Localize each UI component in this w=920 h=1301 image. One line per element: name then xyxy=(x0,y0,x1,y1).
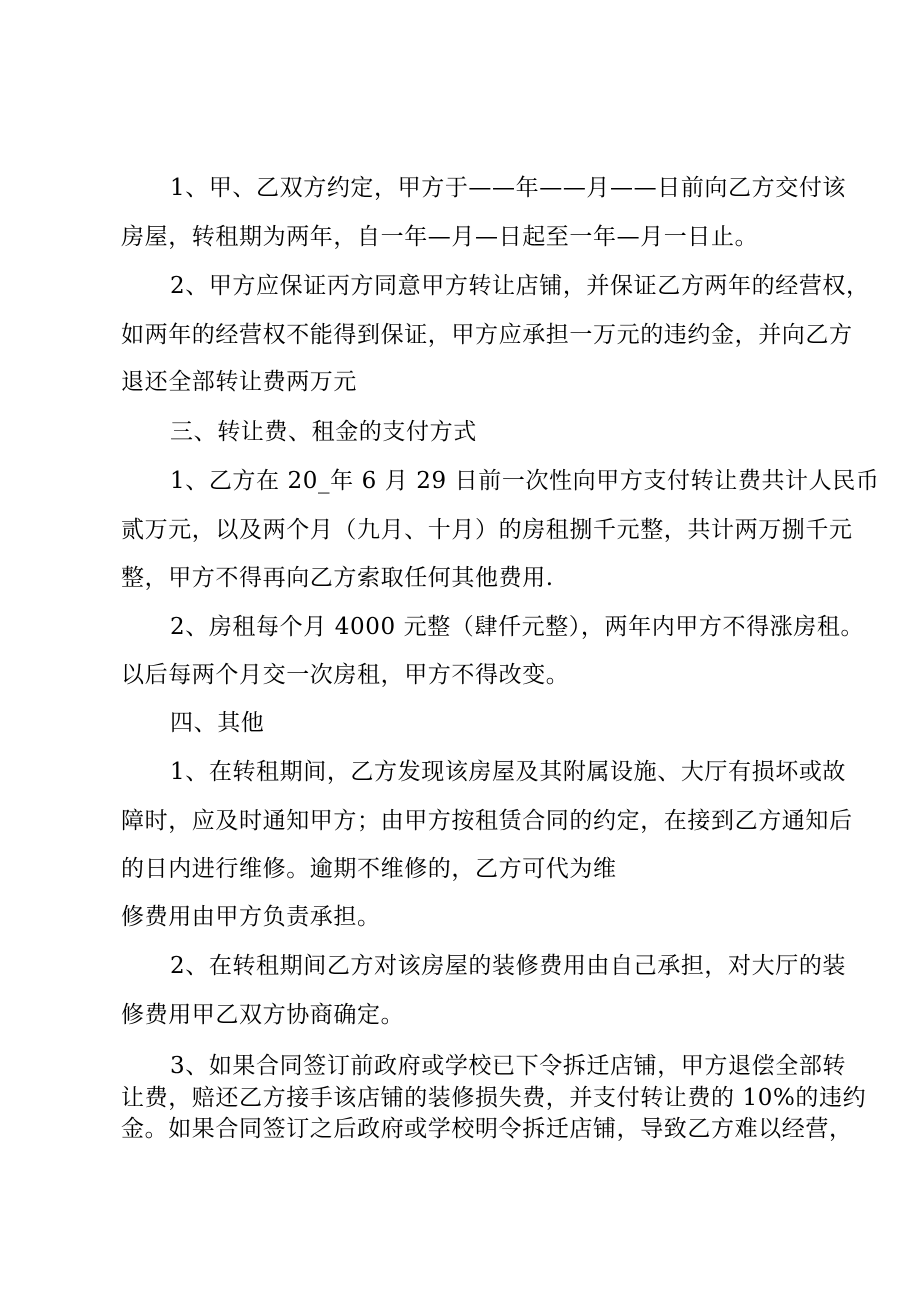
text-line-16: 修费用由甲方负责承担。 xyxy=(121,904,381,930)
text-line-15: 的日内进行维修。逾期不维修的，乙方可代为维 xyxy=(121,856,617,882)
text-line-4: 如两年的经营权不能得到保证，甲方应承担一万元的违约金，并向乙方 xyxy=(121,322,853,348)
text-line-17: 2、在转租期间乙方对该房屋的装修费用由自己承担，对大厅的装 xyxy=(170,953,847,979)
text-line-20: 让费，赔还乙方接手该店铺的装修损失费，并支付转让费的 10%的违约 xyxy=(121,1085,867,1111)
text-line-2: 房屋，转租期为两年，自一年—月—日起至一年—月一日止。 xyxy=(121,224,759,250)
text-line-5: 退还全部转让费两万元 xyxy=(121,369,357,395)
text-line-9: 整，甲方不得再向乙方索取任何其他费用. xyxy=(121,565,554,591)
text-line-11: 以后每两个月交一次房租，甲方不得改变。 xyxy=(121,662,570,688)
text-line-13: 1、在转租期间，乙方发现该房屋及其附属设施、大厅有损坏或故 xyxy=(170,759,847,785)
text-line-1: 1、甲、乙双方约定，甲方于——年——月——日前向乙方交付该 xyxy=(170,175,847,201)
text-line-14: 障时，应及时通知甲方；由甲方按租赁合同的约定，在接到乙方通知后 xyxy=(121,808,853,834)
text-line-10: 2、房租每个月 4000 元整（肆仟元整），两年内甲方不得涨房租。 xyxy=(170,614,865,640)
section-heading-4: 四、其他 xyxy=(170,710,265,736)
text-line-18: 修费用甲乙双方协商确定。 xyxy=(121,1002,405,1028)
text-line-19: 3、如果合同签订前政府或学校已下令拆迁店铺，甲方退偿全部转 xyxy=(170,1053,847,1079)
text-line-3: 2、甲方应保证丙方同意甲方转让店铺，并保证乙方两年的经营权， xyxy=(170,273,870,299)
text-line-8: 贰万元，以及两个月（九月、十月）的房租捌千元整，共计两万捌千元 xyxy=(121,517,853,543)
section-heading-3: 三、转让费、租金的支付方式 xyxy=(170,419,477,445)
text-line-21: 金。如果合同签订之后政府或学校明令拆迁店铺，导致乙方难以经营， xyxy=(121,1116,853,1142)
text-line-7: 1、乙方在 20_年 6 月 29 日前一次性向甲方支付转让费共计人民币 xyxy=(170,468,880,494)
